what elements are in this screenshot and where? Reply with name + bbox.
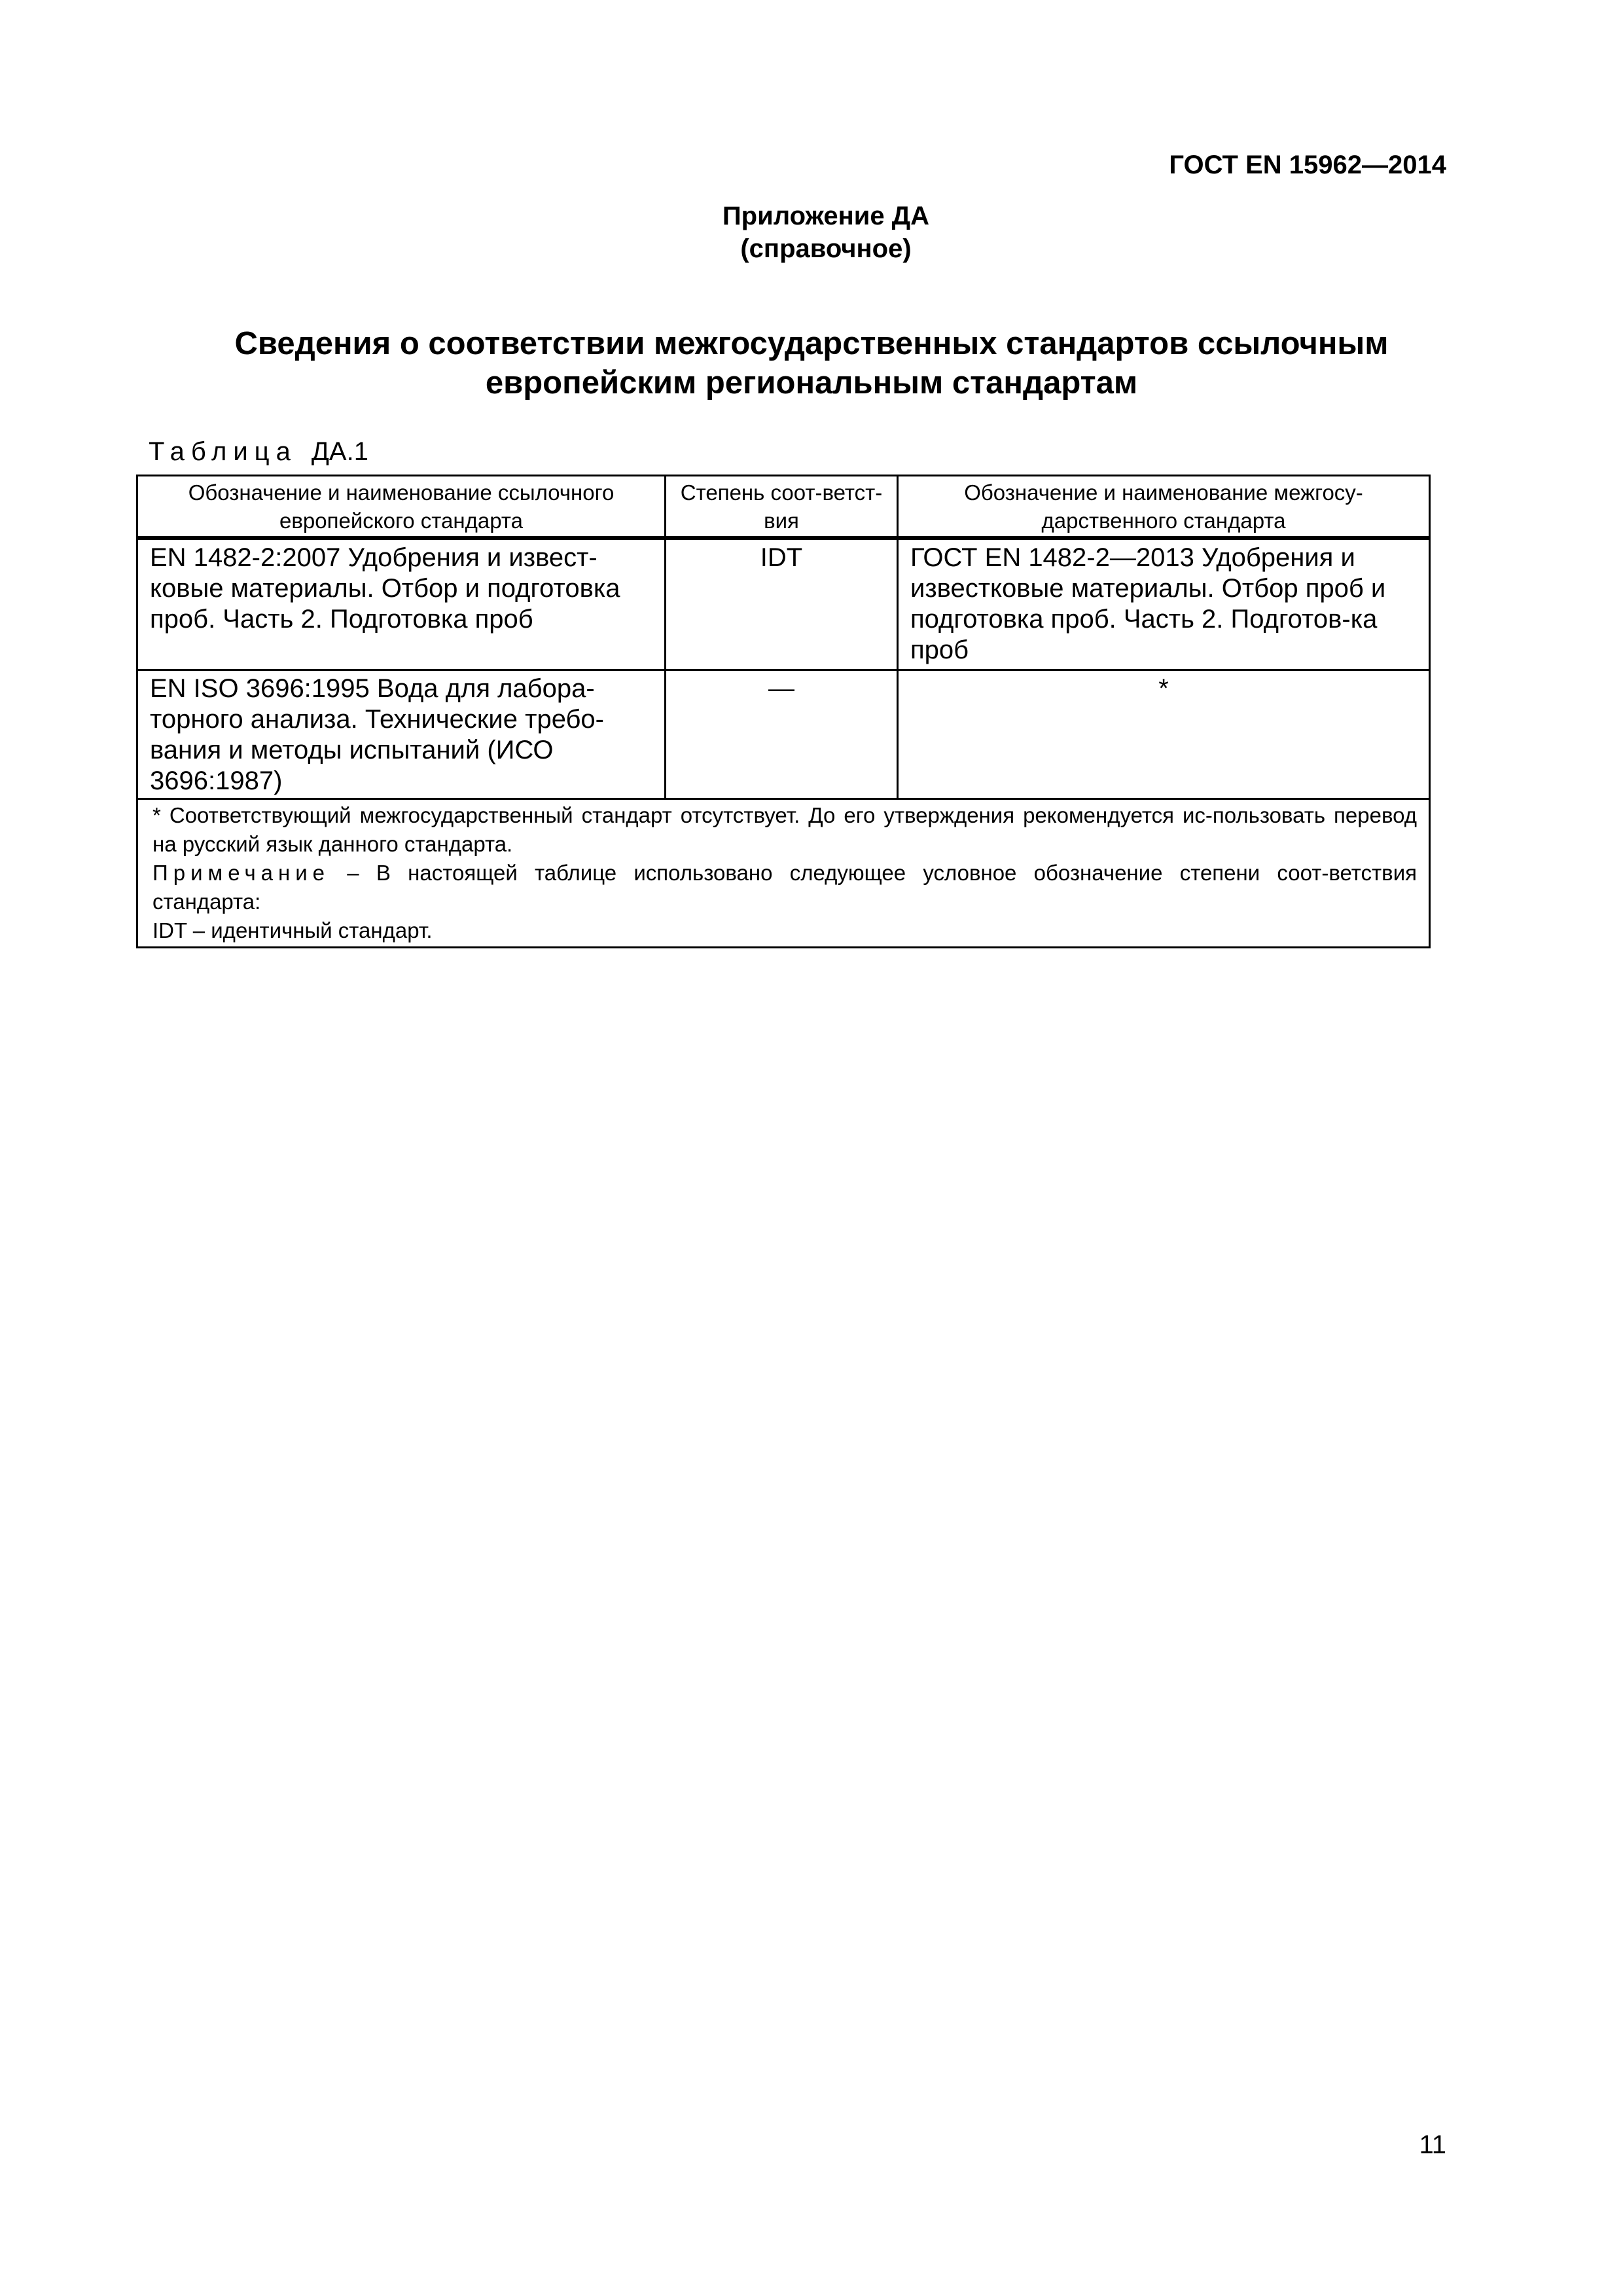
table-label xyxy=(149,437,368,467)
cell-european-standard: EN ISO 3696:1995 Вода для лабора-торного анализа. Технические требо-вания и методы испытаний (ИСО 3696:1987) xyxy=(137,670,666,799)
header-european-standard: Обозначение и наименование ссылочного европейского стандарта xyxy=(137,476,666,539)
header-correspondence-degree: Степень соот-ветст-вия xyxy=(666,476,898,539)
table-row xyxy=(137,670,1430,799)
cell-interstate-standard: ГОСТ EN 1482-2—2013 Удобрения и известковые материалы. Отбор проб и подготовка проб. Часть 2. Подготов-ка проб xyxy=(898,538,1430,670)
cell-correspondence-degree: — xyxy=(666,670,898,799)
appendix-heading xyxy=(0,200,1623,265)
note-label: Примечание xyxy=(152,861,330,885)
table-label-number: ДА.1 xyxy=(311,437,368,466)
page-number: 11 xyxy=(1419,2130,1446,2159)
cell-interstate-standard: * xyxy=(898,670,1430,799)
table-row xyxy=(137,538,1430,670)
cell-european-standard: EN 1482-2:2007 Удобрения и извест-ковые материалы. Отбор и подготовка проб. Часть 2. Подготовка проб xyxy=(137,538,666,670)
section-title-line-2: европейским региональным стандартам xyxy=(485,365,1138,401)
table-notes xyxy=(137,799,1430,948)
document-code: ГОСТ EN 15962—2014 xyxy=(1169,151,1446,179)
correspondence-table xyxy=(136,475,1431,948)
table-notes-row xyxy=(137,799,1430,948)
idt-definition: IDT – идентичный стандарт. xyxy=(152,918,433,942)
cell-correspondence-degree: IDT xyxy=(666,538,898,670)
table-header-row xyxy=(137,476,1430,539)
header-interstate-standard: Обозначение и наименование межгосу-дарственного стандарта xyxy=(898,476,1430,539)
appendix-title: Приложение ДА xyxy=(722,202,930,230)
section-title-line-1: Сведения о соответствии межгосударственных стандартов ссылочным xyxy=(234,326,1389,361)
table-label-word: Таблица xyxy=(149,437,297,466)
section-title xyxy=(0,324,1623,403)
appendix-subtitle: (справочное) xyxy=(740,234,912,263)
note-text: – В настоящей таблице использовано следующее условное обозначение степени соот-ветствия стандарта: xyxy=(152,861,1417,914)
note xyxy=(152,859,1417,916)
footnote: * Соответствующий межгосударственный стандарт отсутствует. До его утверждения рекомендуется ис-пользовать перевод на русский язык данного стандарта. xyxy=(152,803,1417,856)
